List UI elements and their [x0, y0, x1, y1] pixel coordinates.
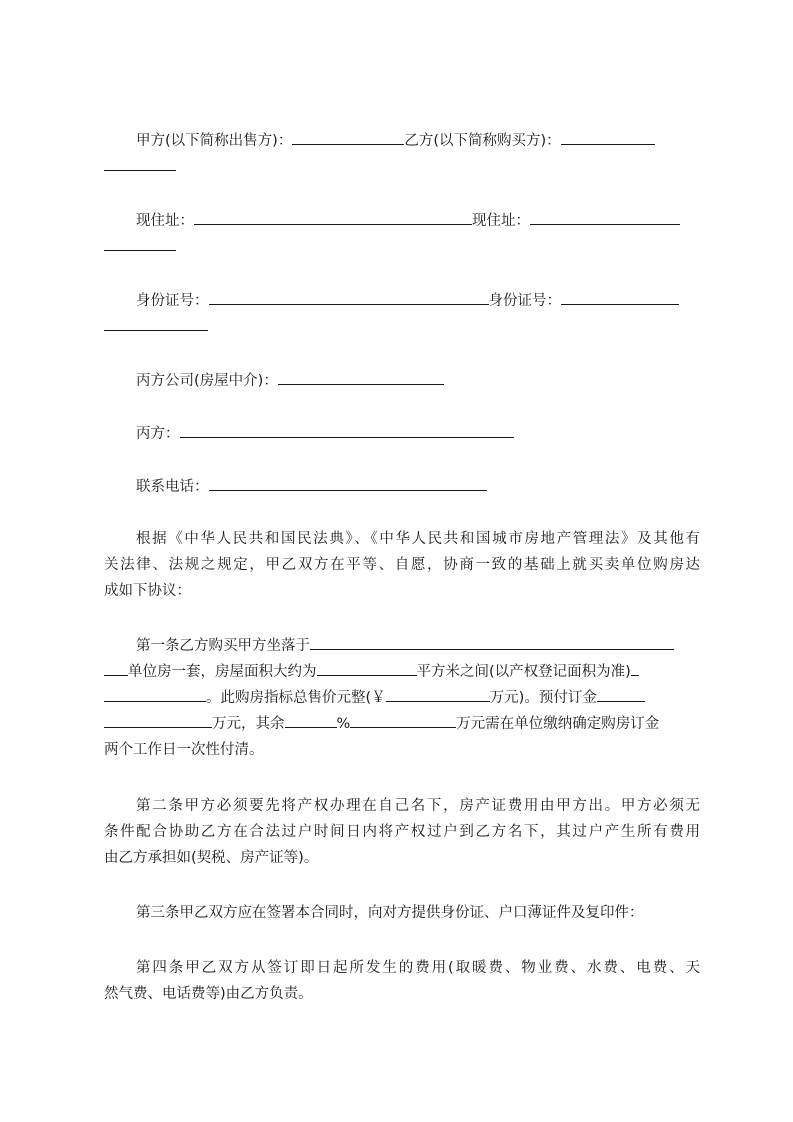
buyer-id-label: 身份证号： — [488, 293, 561, 309]
article1-line-5: 两个工作日一次性付清。 — [104, 742, 264, 758]
article3-line-1: 第三条甲乙双方应在签署本合同时，向对方提供身份证、户口薄证件及复印件： — [136, 905, 644, 921]
article1-line-1 — [104, 633, 700, 659]
article-3 — [104, 900, 700, 926]
article2-line-3: 由乙方承担如(契税、房产证等)。 — [104, 850, 319, 866]
balance-amount-field[interactable] — [350, 711, 456, 728]
parties-line-1 — [104, 128, 700, 154]
id-line-2 — [104, 314, 700, 340]
parties-seller-buyer — [104, 128, 700, 180]
article1-text-g: % — [336, 716, 351, 732]
agent — [104, 421, 700, 447]
total-price-field[interactable] — [386, 685, 490, 702]
property-location-field[interactable] — [310, 633, 674, 650]
area-field[interactable] — [317, 659, 417, 676]
article1-line-3 — [104, 685, 700, 711]
agent-label: 丙方： — [136, 426, 180, 442]
preamble-line-3: 成如下协议： — [104, 583, 191, 599]
deposit-field-cont[interactable] — [104, 711, 212, 728]
deposit-field[interactable] — [597, 685, 645, 702]
seller-address-field[interactable] — [194, 208, 472, 225]
agent-company-field[interactable] — [278, 368, 444, 385]
balance-percent-field[interactable] — [285, 711, 337, 728]
buyer-id-field-cont[interactable] — [104, 314, 208, 331]
article1-text-d: 。此购房指标总售价元整(￥ — [206, 690, 386, 706]
phone-field[interactable] — [209, 474, 487, 491]
agent-company — [104, 368, 700, 394]
parties-line-2 — [104, 154, 700, 180]
article1-text-e: 万元)。预付订金 — [489, 690, 597, 706]
parties-address — [104, 208, 700, 260]
article-4 — [104, 955, 700, 1007]
article2-line-2: 条件配合协助乙方在合法过户时间日内将产权过户到乙方名下，其过户产生所有费用 — [104, 824, 700, 840]
seller-address-label: 现住址： — [136, 213, 194, 229]
preamble — [104, 526, 700, 604]
preamble-line-2: 关法律、法规之规定，甲乙双方在平等、自愿，协商一致的基础上就买卖单位购房达 — [104, 557, 700, 573]
agent-company-line — [104, 368, 700, 394]
article1-text-h: 万元需在单位缴纳确定购房订金 — [456, 716, 660, 732]
article-1 — [104, 633, 700, 763]
agent-field[interactable] — [180, 421, 514, 438]
property-location-field-cont[interactable] — [104, 659, 128, 676]
agent-company-label: 丙方公司(房屋中介)： — [136, 373, 278, 389]
agent-line — [104, 421, 700, 447]
seller-label: 甲方(以下简称出售方)： — [136, 133, 293, 149]
seller-id-field[interactable] — [209, 288, 489, 305]
article4-line-2: 然气费、电话费等)由乙方负责。 — [104, 986, 313, 1002]
article2-line-1: 第二条甲方必须要先将产权办理在自己名下，房产证费用由甲方出。甲方必须无 — [136, 798, 700, 814]
buyer-name-field[interactable] — [561, 128, 655, 145]
buyer-address-label: 现住址： — [472, 213, 530, 229]
preamble-line-1: 根据《中华人民共和国民法典》、《中华人民共和国城市房地产管理法》及其他有 — [136, 531, 700, 547]
buyer-address-field[interactable] — [530, 208, 680, 225]
article1-line-4 — [104, 711, 700, 737]
buyer-address-field-cont[interactable] — [104, 234, 176, 251]
seller-name-field[interactable] — [292, 128, 404, 145]
article-2 — [104, 793, 700, 871]
id-line-1 — [104, 288, 700, 314]
parties-id — [104, 288, 700, 340]
phone — [104, 474, 700, 500]
seller-id-label: 身份证号： — [136, 293, 209, 309]
phone-label: 联系电话： — [136, 479, 209, 495]
buyer-name-field-cont[interactable] — [104, 154, 176, 171]
article1-text-c: 平方米之间(以产权登记面积为准) — [416, 664, 631, 680]
buyer-label: 乙方(以下简称购买方)： — [404, 133, 561, 149]
article1-line-2 — [104, 659, 700, 685]
buyer-id-field[interactable] — [561, 288, 679, 305]
address-line-1 — [104, 208, 700, 234]
article4-line-1: 第四条甲乙双方从签订即日起所发生的费用(取暖费、物业费、水费、电费、天 — [136, 960, 700, 976]
phone-line — [104, 474, 700, 500]
article1-text-a: 第一条乙方购买甲方坐落于 — [136, 638, 310, 654]
area-field-tail[interactable] — [631, 659, 639, 676]
address-line-2 — [104, 234, 700, 260]
article1-text-f: 万元，其余 — [212, 716, 285, 732]
total-price-words-field[interactable] — [104, 685, 206, 702]
article1-text-b: 单位房一套，房屋面积大约为 — [128, 664, 317, 680]
